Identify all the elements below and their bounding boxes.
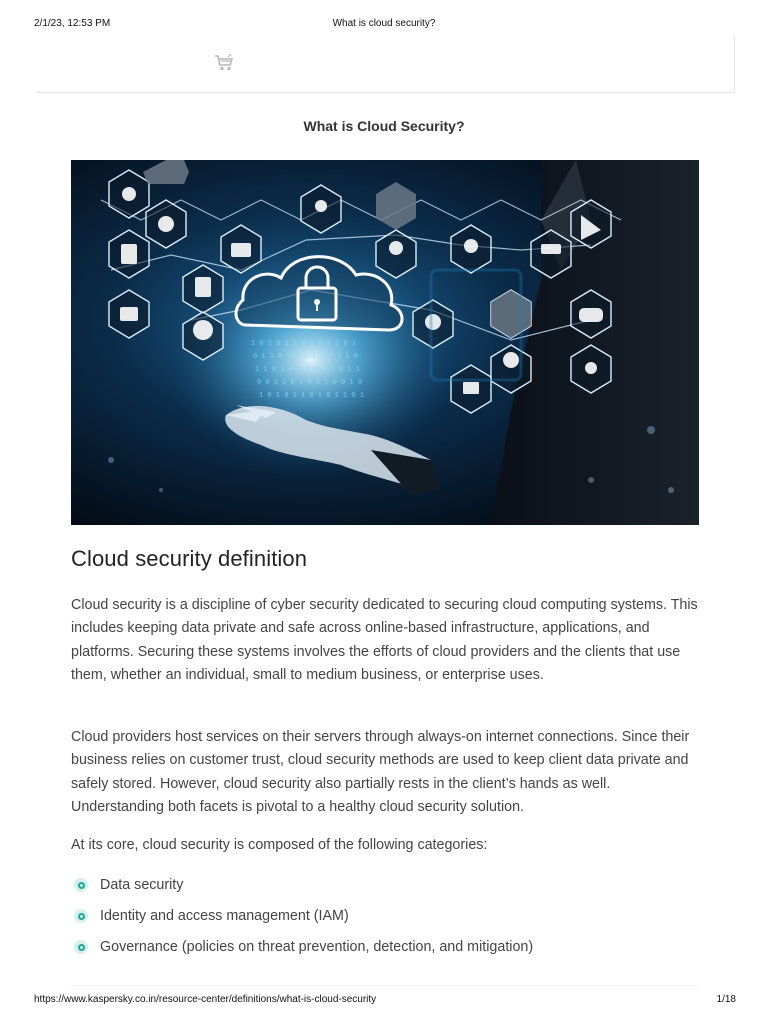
print-doc-title: What is cloud security? <box>332 18 436 29</box>
svg-text:1 0 1 0 1 1 0 1 0 1 1 0 1: 1 0 1 0 1 1 0 1 0 1 1 0 1 <box>259 392 365 400</box>
paragraph-definition: Cloud security is a discipline of cyber security dedicated to securing cloud computing systems. This includes keeping data private and safe across online-based infrastructure, applications, and platforms. Securing these systems involves the efforts of cloud providers and the clients that use them, whether an individual, small to medium business, or enterprise uses. <box>71 597 698 683</box>
svg-text:0 1 1 0 1 0 0 1 1 0 1 1 0: 0 1 1 0 1 0 0 1 1 0 1 1 0 <box>253 353 359 361</box>
bullet-icon <box>74 909 88 923</box>
list-item-label: Data security <box>100 877 184 893</box>
bullet-icon <box>74 878 88 892</box>
list-item-label: Identity and access management (IAM) <box>100 908 349 924</box>
page-number: 1/18 <box>716 994 736 1005</box>
list-item-label: Governance (policies on threat prevention, detection, and mitigation) <box>100 939 534 955</box>
list-item <box>71 872 701 903</box>
site-header <box>36 36 735 93</box>
categories-list <box>71 872 701 965</box>
list-item <box>71 934 701 965</box>
divider <box>71 985 699 986</box>
print-url: https://www.kaspersky.co.in/resource-center/definitions/what-is-cloud-security <box>34 994 377 1005</box>
print-header <box>0 18 768 32</box>
svg-text:0 0 1 1 0 1 0 1 1 0 0 1 0: 0 0 1 1 0 1 0 1 1 0 0 1 0 <box>257 379 363 387</box>
hero-image <box>71 160 699 525</box>
paragraph-providers: Cloud providers host services on their servers through always-on internet connections. Since their business relies on customer trust, cloud security methods are used to keep client data private and safely stored. However, cloud security also partially rests in the client’s hands as well. Understanding both facets is pivotal to a healthy cloud security solution. <box>71 729 690 815</box>
svg-text:1 0 1 0 1 1 0 1 0 0 1 0 1: 1 0 1 0 1 1 0 1 0 0 1 0 1 <box>251 340 357 348</box>
print-datetime: 2/1/23, 12:53 PM <box>34 18 111 29</box>
print-footer <box>0 994 768 1008</box>
shopping-cart-icon[interactable] <box>214 54 236 72</box>
section-heading: Cloud security definition <box>71 546 308 571</box>
page-title: What is Cloud Security? <box>303 118 465 134</box>
bullet-icon <box>74 940 88 954</box>
paragraph-categories-intro: At its core, cloud security is composed of the following categories: <box>71 837 488 853</box>
list-item <box>71 903 701 934</box>
svg-text:1 1 0 1 0 1 1 0 0 1 0 1 1: 1 1 0 1 0 1 1 0 0 1 0 1 1 <box>255 366 361 374</box>
